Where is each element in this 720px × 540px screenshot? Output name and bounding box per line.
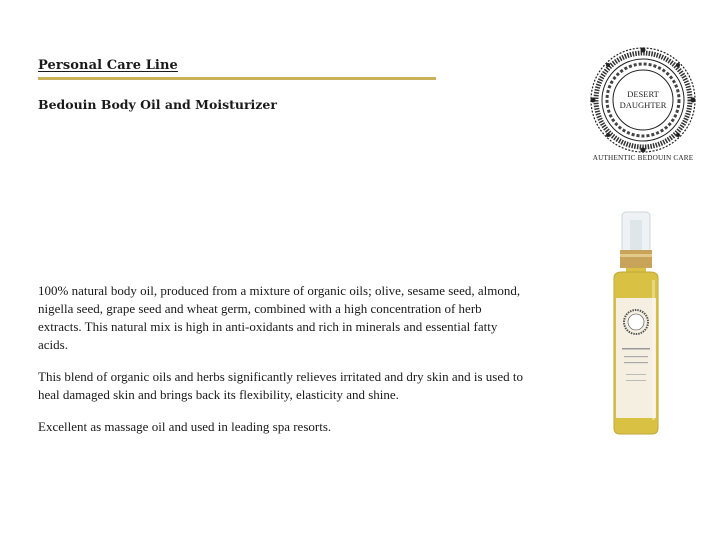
description-paragraph-3: Excellent as massage oil and used in leading spa resorts.: [38, 419, 332, 434]
logo-text-line2: DAUGHTER: [619, 100, 667, 110]
product-bottle-image: [596, 210, 676, 435]
logo-text-line1: DESERT: [627, 89, 659, 99]
title-divider: [38, 77, 436, 80]
desert-daughter-logo: [583, 45, 703, 167]
section-title: Personal Care Line: [38, 58, 178, 73]
description-paragraph-2: This blend of organic oils and herbs significantly relieves irritated and dry skin and is used to heal damaged skin and brings back its flexibility, elasticity and shine.: [38, 369, 523, 402]
description-paragraph-1: 100% natural body oil, produced from a mixture of organic oils; olive, sesame seed, almond, nigella seed, grape seed and wheat germ, combined with a high concentration of herb extracts. This natural mix is high in anti-oxidants and rich in minerals and essential fatty acids.: [38, 283, 521, 352]
brand-tagline: AUTHENTIC BEDOUIN CARE: [592, 154, 694, 162]
product-description: [38, 282, 528, 450]
product-title: Bedouin Body Oil and Moisturizer: [38, 97, 277, 112]
